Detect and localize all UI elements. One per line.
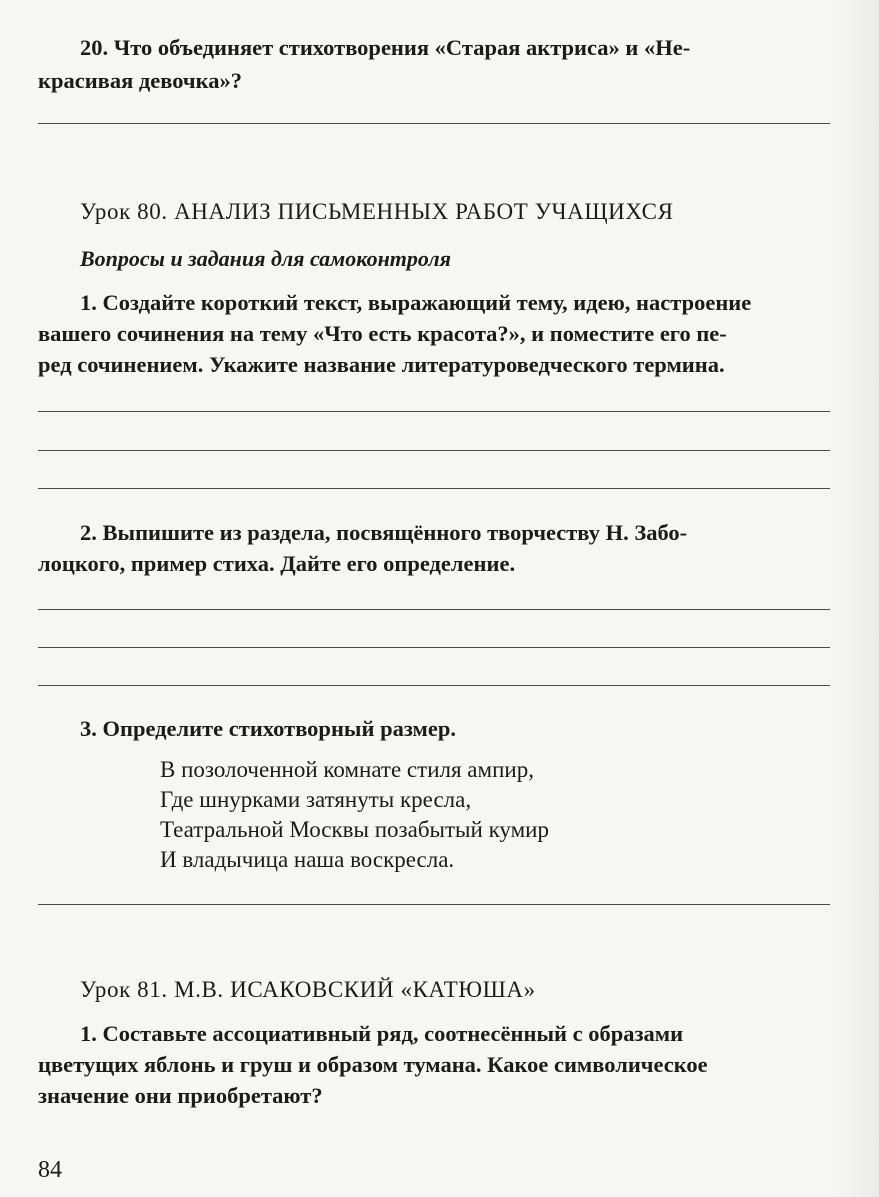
answer-line bbox=[38, 609, 830, 610]
answer-line bbox=[38, 450, 830, 451]
lesson-81-q1-line-2: цветущих яблонь и груш и образом тумана. Какое символическое bbox=[38, 1052, 708, 1077]
answer-line bbox=[38, 647, 830, 648]
answer-line bbox=[38, 411, 830, 412]
lesson-81-q1-line-3: значение они приобретают? bbox=[38, 1083, 323, 1108]
poem-line: Театральной Москвы позабытый кумир bbox=[160, 817, 549, 842]
lesson-80-q2-line-1: 2. Выпишите из раздела, посвящённого творчеству Н. Забо- bbox=[80, 520, 688, 545]
lesson-81-title: Урок 81. М.В. ИСАКОВСКИЙ «КАТЮША» bbox=[80, 977, 536, 1002]
lesson-80-q1-line-2: вашего сочинения на тему «Что есть красота?», и поместите его пе- bbox=[38, 321, 727, 346]
poem-line: Где шнурками затянуты кресла, bbox=[160, 787, 472, 812]
lesson-80-q3: 3. Определите стихотворный размер. bbox=[80, 716, 457, 741]
answer-line bbox=[38, 685, 830, 686]
lesson-80-q2-line-2: лоцкого, пример стиха. Дайте его определение. bbox=[38, 551, 516, 576]
poem-line: В позолоченной комнате стиля ампир, bbox=[160, 757, 534, 782]
poem-excerpt bbox=[160, 755, 549, 875]
scan-edge-shadow bbox=[831, 0, 879, 1197]
answer-line bbox=[38, 488, 830, 489]
lesson-80-q1-line-1: 1. Создайте короткий текст, выражающий тему, идею, настроение bbox=[80, 290, 752, 315]
lesson-80-title: Урок 80. АНАЛИЗ ПИСЬМЕННЫХ РАБОТ УЧАЩИХСЯ bbox=[80, 199, 674, 224]
answer-line bbox=[38, 123, 830, 124]
page-number: 84 bbox=[38, 1157, 62, 1183]
lesson-80-subtitle: Вопросы и задания для самоконтроля bbox=[80, 246, 451, 271]
poem-line: И владычица наша воскресла. bbox=[160, 847, 455, 872]
lesson-81-q1-line-1: 1. Составьте ассоциативный ряд, соотнесённый с образами bbox=[80, 1021, 684, 1046]
question-20-line-2: красивая девочка»? bbox=[38, 68, 242, 93]
question-20-line-1: 20. Что объединяет стихотворения «Старая актриса» и «Не- bbox=[80, 35, 691, 60]
lesson-80-q1-line-3: ред сочинением. Укажите название литературоведческого термина. bbox=[38, 352, 725, 377]
answer-line bbox=[38, 904, 830, 905]
